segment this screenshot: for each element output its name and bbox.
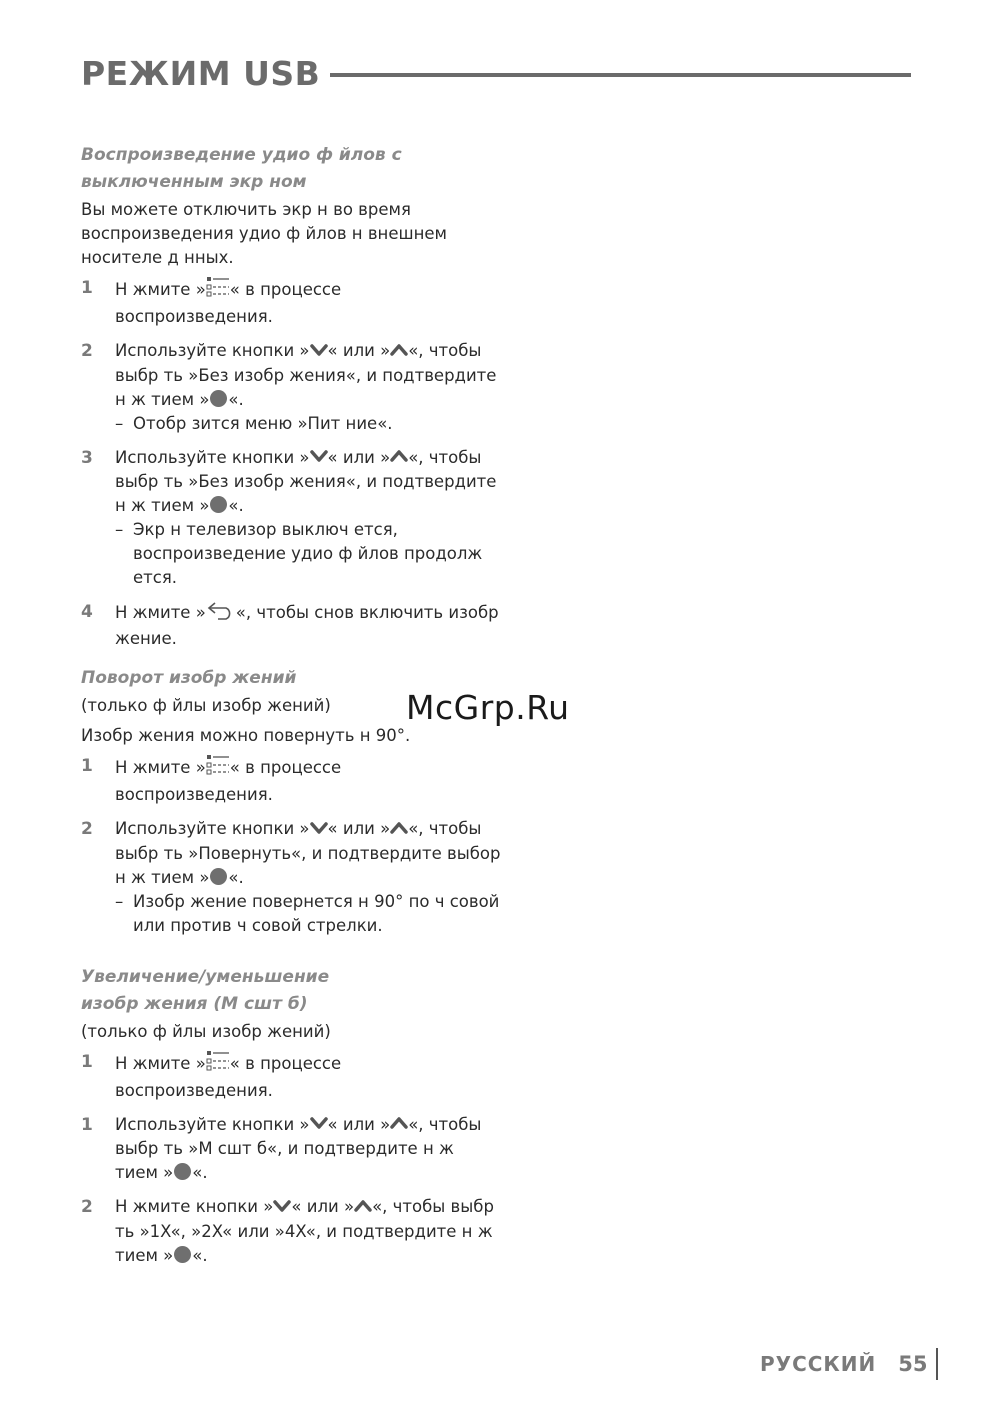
arrow-down-icon	[310, 340, 328, 364]
page-title: РЕЖИМ USB	[81, 53, 321, 93]
section-intro: Вы можете отключить экр н во время воспроизведения удио ф йлов н внешнем носителе д нных.	[81, 200, 447, 267]
step: 1 Используйте кнопки » « или » «, чтобы выбр ть »М сшт б«, и подтвердите н ж тием » «.	[81, 1114, 482, 1182]
step-number: 4	[81, 602, 93, 622]
ok-button-icon	[174, 1163, 191, 1180]
tools-menu-icon	[206, 754, 230, 783]
step-number: 1	[81, 278, 93, 298]
ok-button-icon	[174, 1246, 191, 1263]
section-intro: Изобр жения можно повернуть н 90°.	[81, 726, 411, 745]
header-rule	[330, 73, 911, 77]
page-footer	[760, 1346, 938, 1382]
step-number: 3	[81, 447, 93, 468]
step-result: – Изобр жение повернется н 90° по ч совой или против ч совой стрелки.	[115, 891, 500, 935]
arrow-up-icon	[390, 446, 408, 470]
back-icon	[206, 600, 236, 627]
tools-menu-icon	[206, 1050, 230, 1079]
step-number: 2	[81, 1197, 93, 1217]
step: 4 Н жмите » «, чтобы снов включить изобр жение.	[81, 602, 499, 648]
step: 2 Используйте кнопки » « или » «, чтобы выбр ть »Без изобр жения«, и подтвердите н ж тием » «. – Отобр зится меню »Пит ние«.	[81, 339, 501, 436]
section-subtitle: (только ф йлы изобр жений)	[81, 696, 331, 715]
arrow-down-icon	[310, 818, 328, 842]
step-result: – Отобр зится меню »Пит ние«.	[115, 413, 393, 433]
step: 2 Используйте кнопки » « или » «, чтобы выбр ть »Повернуть«, и подтвердите выбор н ж тием » «. – Изобр жение повернется н 90° по ч совой или против ч совой стрелки.	[81, 817, 501, 938]
section-zoom	[81, 964, 501, 1268]
step: 3 Используйте кнопки » « или » «, чтобы выбр ть »Без изобр жения«, и подтвердите н ж тием » «. – Экр н телевизор выключ ется, воспроизведение удио ф йлов продолж ется.	[81, 446, 501, 591]
step-number: 1	[81, 1114, 93, 1135]
section-title: Поворот изобр жений	[81, 668, 297, 688]
step-number: 1	[81, 1051, 93, 1072]
ok-button-icon	[210, 496, 227, 513]
step-number: 2	[81, 341, 93, 361]
watermark: McGrp.Ru	[406, 688, 570, 727]
page-header	[81, 50, 911, 96]
arrow-down-icon	[273, 1196, 291, 1220]
step-result: – Экр н телевизор выключ ется, воспроизведение удио ф йлов продолж ется.	[115, 520, 483, 587]
section-title: Увеличение/уменьшение изобр жения (М сшт б)	[81, 966, 330, 1014]
section-screen-off	[81, 142, 501, 651]
tools-menu-icon	[206, 276, 230, 305]
step: 2 Н жмите кнопки » « или » «, чтобы выбр ть »1X«, »2X« или »4X«, и подтвердите н ж тием » «.	[81, 1197, 494, 1265]
step: 1 Н жмите » « в процессе воспроизведения.	[81, 1051, 342, 1100]
arrow-up-icon	[390, 340, 408, 364]
ok-button-icon	[210, 868, 227, 885]
step-list	[81, 1050, 501, 1268]
step-list	[81, 754, 501, 938]
step: 1 Н жмите » « в процессе воспроизведения.	[81, 278, 342, 326]
section-title: Воспроизведение удио ф йлов с выключенным экр ном	[81, 145, 402, 192]
arrow-up-icon	[390, 818, 408, 842]
step-number: 2	[81, 819, 93, 839]
step-number: 1	[81, 756, 93, 776]
footer-language: РУССКИЙ	[760, 1352, 877, 1376]
page-number: 55	[898, 1348, 937, 1380]
arrow-up-icon	[390, 1113, 408, 1137]
step: 1 Н жмите » « в процессе воспроизведения.	[81, 756, 342, 804]
ok-button-icon	[210, 390, 227, 407]
step-list	[81, 276, 501, 651]
section-subtitle: (только ф йлы изобр жений)	[81, 1021, 331, 1041]
arrow-down-icon	[310, 1113, 328, 1137]
arrow-down-icon	[310, 446, 328, 470]
arrow-up-icon	[354, 1196, 372, 1220]
